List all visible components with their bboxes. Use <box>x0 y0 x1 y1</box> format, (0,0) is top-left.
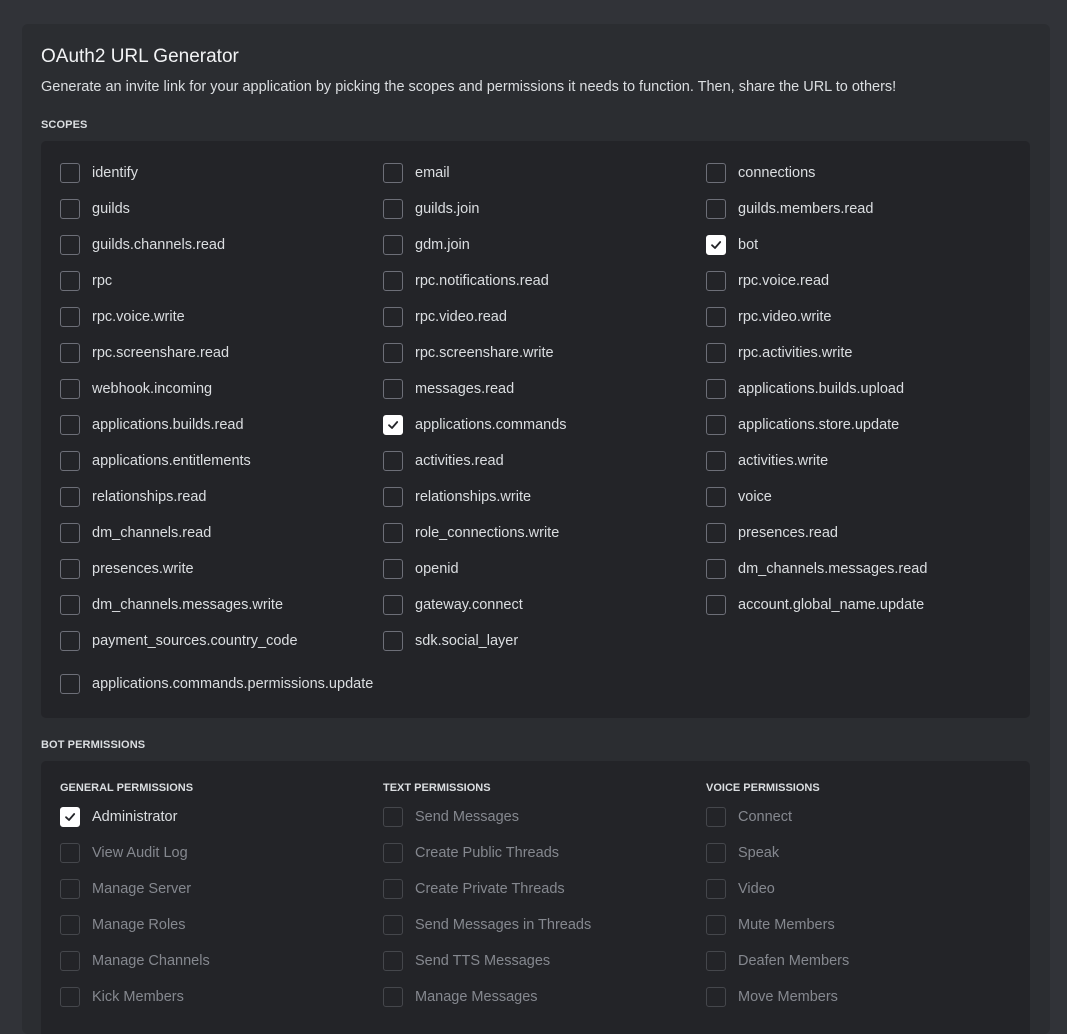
checkbox-label: messages.read <box>415 381 515 397</box>
permission-video <box>706 877 1029 901</box>
checkbox[interactable] <box>383 271 403 291</box>
scope-relationships-write[interactable] <box>383 485 706 509</box>
checkbox-label: payment_sources.country_code <box>92 633 298 649</box>
scope-activities-write[interactable] <box>706 449 1029 473</box>
permission-kick-members <box>60 985 383 1009</box>
checkbox[interactable] <box>706 595 726 615</box>
permission-view-audit-log <box>60 841 383 865</box>
permission-send-messages-in-threads <box>383 913 706 937</box>
checkbox[interactable] <box>60 807 80 827</box>
scopes-section-label: SCOPES <box>41 119 88 131</box>
checkbox[interactable] <box>60 163 80 183</box>
checkbox-label: rpc.video.write <box>738 309 832 325</box>
scope-applications-entitlements[interactable] <box>60 449 383 473</box>
checkbox[interactable] <box>60 307 80 327</box>
checkbox[interactable] <box>706 487 726 507</box>
permission-mute-members <box>706 913 1029 937</box>
scope-dm-channels-messages-read[interactable] <box>706 557 1029 581</box>
checkbox-label: rpc.screenshare.read <box>92 345 230 361</box>
checkbox-label: rpc.notifications.read <box>415 273 549 289</box>
scope-rpc-screenshare-write[interactable] <box>383 341 706 365</box>
checkbox-label: Manage Messages <box>415 989 538 1005</box>
checkbox-label: activities.write <box>738 453 829 469</box>
scope-rpc-voice-read[interactable] <box>706 269 1029 293</box>
checkmark-icon <box>386 418 400 432</box>
permission-deafen-members <box>706 949 1029 973</box>
checkbox-label: guilds.channels.read <box>92 237 226 253</box>
permission-manage-roles <box>60 913 383 937</box>
checkbox-label: gateway.connect <box>415 597 523 613</box>
checkbox[interactable] <box>706 235 726 255</box>
checkbox[interactable] <box>60 487 80 507</box>
checkbox <box>383 951 403 971</box>
checkbox-label: dm_channels.read <box>92 525 212 541</box>
checkbox-label: dm_channels.messages.read <box>738 561 928 577</box>
checkbox-label: Video <box>738 881 775 897</box>
checkbox[interactable] <box>706 307 726 327</box>
scope-connections[interactable] <box>706 161 1029 185</box>
checkbox[interactable] <box>383 595 403 615</box>
scope-dm-channels-messages-write[interactable] <box>60 593 383 617</box>
text-permissions-header: TEXT PERMISSIONS <box>383 782 491 794</box>
scope-guilds-members-read[interactable] <box>706 197 1029 221</box>
scope-applications-commands-permissions-update[interactable] <box>60 672 373 696</box>
checkbox-label: applications.builds.upload <box>738 381 905 397</box>
checkbox-label: identify <box>92 165 138 181</box>
checkbox[interactable] <box>60 379 80 399</box>
checkmark-icon <box>63 810 77 824</box>
checkbox[interactable] <box>60 559 80 579</box>
scopes-box <box>41 141 1030 718</box>
checkmark-icon <box>709 238 723 252</box>
checkbox[interactable] <box>383 235 403 255</box>
scope-applications-store-update[interactable] <box>706 413 1029 437</box>
scope-email[interactable] <box>383 161 706 185</box>
checkbox-label: rpc <box>92 273 113 289</box>
checkbox[interactable] <box>383 487 403 507</box>
checkbox[interactable] <box>60 631 80 651</box>
oauth2-url-generator-panel <box>22 24 1050 1034</box>
checkbox-label: Manage Channels <box>92 953 210 969</box>
checkbox[interactable] <box>706 415 726 435</box>
checkbox[interactable] <box>706 523 726 543</box>
checkbox-label: voice <box>738 489 772 505</box>
checkbox-label: Speak <box>738 845 780 861</box>
checkbox-label: Administrator <box>92 809 178 825</box>
checkbox-label: Connect <box>738 809 793 825</box>
checkbox[interactable] <box>383 451 403 471</box>
checkbox <box>706 879 726 899</box>
checkbox[interactable] <box>383 199 403 219</box>
scope-rpc-voice-write[interactable] <box>60 305 383 329</box>
scope-rpc[interactable] <box>60 269 383 293</box>
permission-move-members <box>706 985 1029 1009</box>
checkbox <box>383 987 403 1007</box>
scope-rpc-video-write[interactable] <box>706 305 1029 329</box>
scope-voice[interactable] <box>706 485 1029 509</box>
checkbox-label: Manage Roles <box>92 917 186 933</box>
checkbox[interactable] <box>383 631 403 651</box>
checkbox-label: Mute Members <box>738 917 835 933</box>
checkbox-label: Deafen Members <box>738 953 850 969</box>
scope-rpc-activities-write[interactable] <box>706 341 1029 365</box>
checkbox[interactable] <box>706 559 726 579</box>
checkbox-label: Kick Members <box>92 989 184 1005</box>
general-permissions-header: GENERAL PERMISSIONS <box>60 782 194 794</box>
permission-send-messages <box>383 805 706 829</box>
scopes-grid <box>60 161 1029 665</box>
checkbox-label: rpc.voice.read <box>738 273 830 289</box>
scope-payment-sources-country-code[interactable] <box>60 629 383 653</box>
checkbox-label: Send TTS Messages <box>415 953 551 969</box>
checkbox-label: sdk.social_layer <box>415 633 519 649</box>
scope-presences-read[interactable] <box>706 521 1029 545</box>
checkbox-label: Send Messages <box>415 809 519 825</box>
scope-account-global-name-update[interactable] <box>706 593 1029 617</box>
checkbox-label: guilds.join <box>415 201 480 217</box>
page-title: OAuth2 URL Generator <box>41 46 239 67</box>
checkbox[interactable] <box>60 199 80 219</box>
checkbox <box>706 843 726 863</box>
checkbox-label: Create Public Threads <box>415 845 560 861</box>
voice-permissions-header: VOICE PERMISSIONS <box>706 782 820 794</box>
scope-identify[interactable] <box>60 161 383 185</box>
permission-connect <box>706 805 1029 829</box>
checkbox-label: View Audit Log <box>92 845 188 861</box>
scope-presences-write[interactable] <box>60 557 383 581</box>
checkbox <box>706 951 726 971</box>
checkbox-label: presences.read <box>738 525 838 541</box>
checkbox[interactable] <box>60 271 80 291</box>
scope-openid[interactable] <box>383 557 706 581</box>
checkbox <box>706 915 726 935</box>
permission-manage-server <box>60 877 383 901</box>
checkbox[interactable] <box>706 199 726 219</box>
checkbox[interactable] <box>383 559 403 579</box>
checkbox[interactable] <box>383 163 403 183</box>
checkbox[interactable] <box>706 379 726 399</box>
checkbox-label: presences.write <box>92 561 194 577</box>
scope-guilds-join[interactable] <box>383 197 706 221</box>
scope-guilds[interactable] <box>60 197 383 221</box>
scope-gdm-join[interactable] <box>383 233 706 257</box>
scope-relationships-read[interactable] <box>60 485 383 509</box>
permission-manage-channels <box>60 949 383 973</box>
checkbox-label: Move Members <box>738 989 838 1005</box>
checkbox[interactable] <box>383 523 403 543</box>
scope-webhook-incoming[interactable] <box>60 377 383 401</box>
checkbox-label: connections <box>738 165 816 181</box>
scope-rpc-notifications-read[interactable] <box>383 269 706 293</box>
checkbox-label: guilds <box>92 201 130 217</box>
checkbox <box>60 915 80 935</box>
checkbox[interactable] <box>60 523 80 543</box>
checkbox-label: openid <box>415 561 459 577</box>
checkbox[interactable] <box>60 674 80 694</box>
checkbox[interactable] <box>706 271 726 291</box>
checkbox[interactable] <box>60 595 80 615</box>
checkbox-label: applications.commands <box>415 417 567 433</box>
checkbox[interactable] <box>60 415 80 435</box>
checkbox-label: email <box>415 165 450 181</box>
scope-activities-read[interactable] <box>383 449 706 473</box>
checkbox[interactable] <box>383 415 403 435</box>
scope-messages-read[interactable] <box>383 377 706 401</box>
permission-create-public-threads <box>383 841 706 865</box>
checkbox[interactable] <box>383 343 403 363</box>
checkbox <box>383 915 403 935</box>
scope-dm-channels-read[interactable] <box>60 521 383 545</box>
permission-create-private-threads <box>383 877 706 901</box>
checkbox-label: rpc.screenshare.write <box>415 345 554 361</box>
checkbox-label: guilds.members.read <box>738 201 874 217</box>
checkbox <box>706 987 726 1007</box>
scope-guilds-channels-read[interactable] <box>60 233 383 257</box>
scope-rpc-video-read[interactable] <box>383 305 706 329</box>
permission-administrator[interactable] <box>60 805 383 829</box>
checkbox-label: dm_channels.messages.write <box>92 597 284 613</box>
permissions-grid <box>60 805 1029 1021</box>
checkbox <box>60 843 80 863</box>
checkbox[interactable] <box>706 451 726 471</box>
checkbox <box>60 987 80 1007</box>
checkbox[interactable] <box>383 307 403 327</box>
checkbox-label: Manage Server <box>92 881 192 897</box>
scope-sdk-social-layer[interactable] <box>383 629 706 653</box>
checkbox[interactable] <box>60 451 80 471</box>
checkbox[interactable] <box>383 379 403 399</box>
checkbox-label: Send Messages in Threads <box>415 917 592 933</box>
extra-scope-slot <box>60 672 373 696</box>
permission-headers <box>60 782 1029 794</box>
permission-send-tts-messages <box>383 949 706 973</box>
checkbox[interactable] <box>60 235 80 255</box>
checkbox-label: applications.commands.permissions.update <box>92 676 374 692</box>
scope-applications-commands[interactable] <box>383 413 706 437</box>
checkbox-label: gdm.join <box>415 237 470 253</box>
checkbox <box>383 843 403 863</box>
checkbox-label: webhook.incoming <box>92 381 213 397</box>
checkbox-label: relationships.read <box>92 489 207 505</box>
checkbox <box>706 807 726 827</box>
checkbox-label: applications.entitlements <box>92 453 251 469</box>
checkbox-label: relationships.write <box>415 489 532 505</box>
scope-bot[interactable] <box>706 233 1029 257</box>
checkbox-label: rpc.video.read <box>415 309 507 325</box>
checkbox <box>383 807 403 827</box>
checkbox-label: applications.store.update <box>738 417 900 433</box>
checkbox[interactable] <box>60 343 80 363</box>
scope-applications-builds-read[interactable] <box>60 413 383 437</box>
checkbox[interactable] <box>706 343 726 363</box>
checkbox-label: rpc.activities.write <box>738 345 853 361</box>
checkbox <box>60 951 80 971</box>
checkbox-label: rpc.voice.write <box>92 309 185 325</box>
checkbox[interactable] <box>706 163 726 183</box>
scope-applications-builds-upload[interactable] <box>706 377 1029 401</box>
checkbox-label: applications.builds.read <box>92 417 244 433</box>
checkbox-label: role_connections.write <box>415 525 560 541</box>
bot-permissions-box <box>41 761 1030 1034</box>
checkbox-label: activities.read <box>415 453 504 469</box>
checkbox-label: Create Private Threads <box>415 881 565 897</box>
checkbox-label: account.global_name.update <box>738 597 925 613</box>
permission-speak <box>706 841 1029 865</box>
checkbox <box>60 879 80 899</box>
bot-permissions-section-label: BOT PERMISSIONS <box>41 739 146 751</box>
page-subtitle: Generate an invite link for your application by picking the scopes and permissions it needs to function. Then, share the URL to others! <box>41 79 897 95</box>
scope-gateway-connect[interactable] <box>383 593 706 617</box>
scope-rpc-screenshare-read[interactable] <box>60 341 383 365</box>
permission-manage-messages <box>383 985 706 1009</box>
checkbox-label: bot <box>738 237 759 253</box>
checkbox <box>383 879 403 899</box>
scope-role-connections-write[interactable] <box>383 521 706 545</box>
